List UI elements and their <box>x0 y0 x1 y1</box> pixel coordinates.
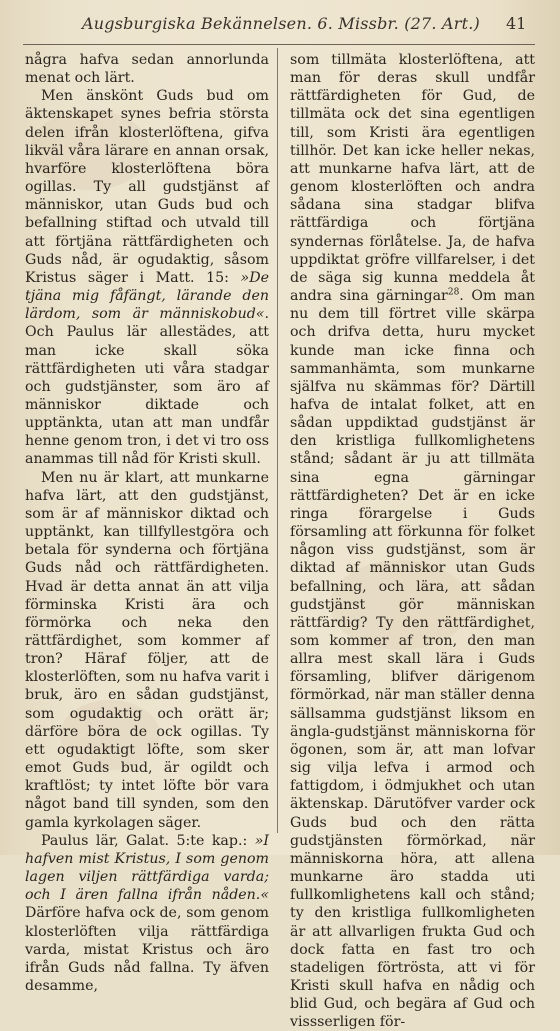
paragraph <box>290 51 535 1031</box>
paragraph-text: Paulus lär, Galat. 5:te kap.: <box>41 832 255 849</box>
paragraph <box>25 469 269 832</box>
header-rule <box>23 44 535 45</box>
paragraph-text: Men nu är klart, att munkarne hafva lärt, att den gudstjänst, som är af människor diktad och upptänkt, kan tillfyllestgöra och betala för synderna och förtjäna Guds nåd och rättfärdigheten. Hvad är detta annat än att vilja förminska Kristi ära och förmörka och neka den rättfärdighet, som kommer af tron? Häraf följer, att de klosterlöften, som nu hafva varit i bruk, äro en sådan gudstjänst, som ogudaktig och orätt är; därföre böra de ock ogillas. Ty ett ogudaktigt löfte, som sker emot Guds bud, är ogildt och kraftlöst; ty intet löfte bör vara något band till synden, som den gamla kyrkolagen säger. <box>25 469 269 831</box>
paragraph-text: några hafva sedan annorlunda menat och lärt. <box>25 52 269 87</box>
running-head: Augsburgiska Bekännelsen. 6. Missbr. (27. Art.) <box>82 14 480 33</box>
bible-quote: »I hafven mist Kristus, I som genom lagen viljen rättfärdiga varda; och I ären fallna ifrån nåden.« <box>25 832 269 904</box>
paragraph-text: Därföre hafva ock de, som genom klosterlöften vilja rättfärdiga varda, mistat Kristus och äro ifrån Guds nåd fallna. Ty äfven desamme, <box>25 905 269 994</box>
left-column <box>25 51 269 995</box>
paragraph <box>25 87 269 468</box>
right-column <box>290 51 535 1031</box>
paragraph-text: som tillmäta klosterlöftena, att man för deras skull undfår rättfärdigheten för Gud, de tillmäta ock det sina egentligen till, som Kristi ära egentligen tillhör. Det kan icke heller nekas, att munkarne hafva lärt, att de genom klosterlöften och andra sådana sina stadgar blifva rättfärdiga och förtjäna syndernas förlåtelse. Ja, de hafva uppdiktat gröfre villfarelser, i det de säga sig kunna meddela åt andra sina gärningar <box>290 52 535 305</box>
page-header <box>0 14 560 40</box>
paragraph-text: . Och Paulus lär allestädes, att man icke skall söka rättfärdigheten uti våra stadgar och gudstjänster, som äro af människor diktade och upptänkta, utan att man undfår henne genom tron, i det vi tro oss anammas till nåd för Kristi skull. <box>25 306 269 468</box>
page-number: 41 <box>506 14 527 33</box>
paragraph-text: Men änskönt Guds bud om äktenskapet synes befria största delen ifrån klosterlöftena, gifva likväl våra lärare en annan orsak, hvarföre klosterlöftena böra ogillas. Ty all gudstjänst af människor, utan Guds bud och befallning stiftad och utvald till att förtjäna rättfärdigheten och Guds nåd, är ogudaktig, såsom Kristus säger i Matt. 15: <box>25 88 269 286</box>
bible-quote: »De tjäna mig fåfängt, lärande den lärdom, som är människobud« <box>25 269 269 323</box>
column-divider <box>277 48 278 833</box>
paragraph-text: . Om man nu dem till förtret ville skärpa och drifva detta, huru mycket kunde man icke finna och sammanhämta, som munkarne själfva nu skämmas för? Därtill hafva de intalat folket, att en sådan uppdiktad gudstjänst är den kristliga fullkomlighetens stånd; sådant är ju att tillmäta sina egna gärningar rättfärdigheten? Det är en icke ringa förargelse i Guds församling att förkunna för folket någon viss gudstjänst, som är diktad af människor utan Guds befallning, och lära, att sådan gudstjänst gör människan rättfärdig? Ty den rättfärdighet, som kommer af tron, den man allra mest skall lära i Guds församling, blifver därigenom förmörkad, när man ställer denna sällsamma gudstjänst liksom en ängla-gudstjänst människorna för ögonen, som är, att man lofvar sig vilja lefva i armod och fattigdom, i ödmjukhet och utan äktenskap. Därutöfver varder ock Guds bud och den rätta gudstjänsten förmörkad, när människorna höra, att allena munkarne äro stadda uti fullkomlighetens kall och stånd; ty den kristliga fullkomligheten är att allvarligen frukta Gud och dock fatta en fast tro och stadeligen förtrösta, att vi för Kristi skull hafva en nådig och blid Gud, och begära af Gud och vissserligen för- <box>290 288 535 1031</box>
paragraph <box>25 832 269 995</box>
footnote-marker: 28 <box>447 287 460 298</box>
paragraph <box>25 51 269 87</box>
